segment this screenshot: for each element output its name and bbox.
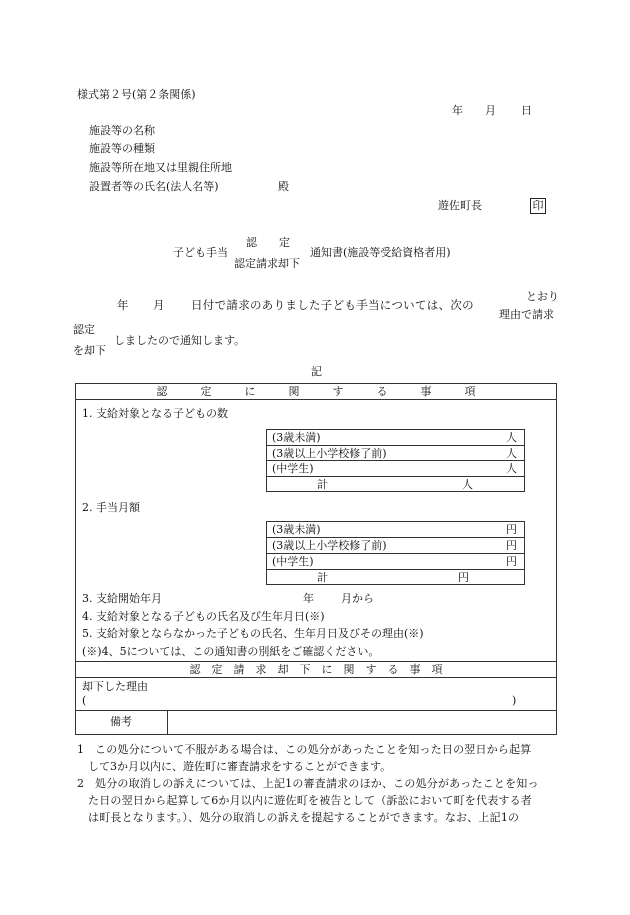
count-total-label: 計 [317, 478, 328, 491]
count-row-unit: 人 [506, 462, 517, 475]
date-year: 年 [452, 104, 463, 117]
paren-close: ) [512, 694, 517, 707]
divider [75, 399, 557, 400]
remarks-label: 備考 [110, 715, 132, 728]
ki-mark: 記 [311, 365, 322, 378]
note-line: た日の翌日から起算して6か月以内に遊佐町を被告として（訴訟において町を代表する者 [88, 794, 532, 807]
body-option-approve: 認定 [73, 323, 95, 336]
title-option-approve: 認 定 [246, 236, 290, 249]
body-option-reject: を却下 [73, 344, 106, 357]
count-row-unit: 人 [506, 447, 517, 460]
count-row-unit: 人 [506, 431, 517, 444]
divider [266, 476, 525, 477]
item-3-month: 月から [341, 592, 374, 605]
reject-reason-label: 却下した理由 [82, 680, 148, 693]
divider [266, 569, 525, 570]
count-row-label: (3歳未満) [272, 431, 321, 444]
amount-row-unit: 円 [506, 539, 517, 552]
body-text-2: しましたので通知します。 [114, 334, 246, 347]
body-year: 年 [117, 298, 129, 312]
divider [266, 553, 525, 554]
amount-row-label: (中学生) [272, 555, 314, 568]
section2-header: 認 定 請 求 却 下 に 関 す る 事 項 [189, 663, 443, 676]
section1-header: 認 定 に 関 す る 事 項 [156, 385, 476, 398]
title-option-reject: 認定請求却下 [234, 257, 300, 270]
item-3-year: 年 [303, 592, 314, 605]
facility-type-label: 施設等の種類 [89, 142, 155, 155]
form-number: 様式第２号(第２条関係) [77, 88, 196, 101]
divider [75, 710, 557, 711]
facility-address-label: 施設等所在地又は里親住所地 [89, 161, 232, 174]
facility-name-label: 施設等の名称 [89, 124, 155, 137]
item-2-label: 2. 手当月額 [82, 501, 140, 514]
count-total-unit: 人 [462, 478, 473, 491]
divider [266, 445, 525, 446]
asterisk-note: (※)4、5については、この通知書の別紙をご確認ください。 [82, 645, 380, 658]
note-line: は町長となります。）、処分の取消しの訴えを提起することができます。なお、上記1の [88, 811, 520, 824]
divider [75, 661, 557, 662]
body-text-1: 日付で請求のありました子ども手当については、次の [191, 298, 474, 312]
seal-mark: 印 [530, 198, 546, 214]
note-line: 処分の取消しの訴えについては、上記1の審査請求のほか、この処分があったことを知っ [95, 777, 539, 790]
divider [266, 537, 525, 538]
date-day: 日 [521, 104, 532, 117]
count-row-label: (中学生) [272, 462, 314, 475]
date-month: 月 [485, 104, 496, 117]
amount-row-label: (3歳未満) [272, 523, 321, 536]
body-tori: とおり [526, 290, 559, 303]
body-month: 月 [153, 298, 165, 312]
title-prefix: 子ども手当 [173, 246, 228, 259]
honorific: 殿 [278, 180, 289, 193]
item-1-label: 1. 支給対象となる子どもの数 [82, 407, 228, 420]
note-number: 1 [77, 743, 84, 756]
note-number: 2 [77, 777, 84, 790]
amount-total-label: 計 [317, 571, 328, 584]
founder-name-label: 設置者等の氏名(法人名等) [89, 180, 219, 193]
issuer-title: 遊佐町長 [438, 199, 482, 212]
paren-open: ( [82, 694, 87, 707]
amount-row-label: (3歳以上小学校修了前) [272, 539, 387, 552]
amount-total-unit: 円 [458, 571, 469, 584]
item-4-label: 4. 支給対象となる子どもの氏名及び生年月日(※) [82, 610, 325, 623]
amount-row-unit: 円 [506, 555, 517, 568]
amount-row-unit: 円 [506, 523, 517, 536]
divider [266, 460, 525, 461]
title-suffix: 通知書(施設等受給資格者用) [310, 246, 451, 259]
item-5-label: 5. 支給対象とならなかった子どもの氏名、生年月日及びその理由(※) [82, 627, 424, 640]
note-line: この処分について不服がある場合は、この処分があったことを知った日の翌日から起算 [95, 743, 532, 756]
item-3-label: 3. 支給開始年月 [82, 592, 162, 605]
body-reason: 理由で請求 [499, 308, 554, 321]
count-row-label: (3歳以上小学校修了前) [272, 447, 387, 460]
divider [75, 677, 557, 678]
divider [167, 710, 168, 735]
note-line: して3か月以内に、遊佐町に審査請求をすることができます。 [88, 760, 392, 773]
